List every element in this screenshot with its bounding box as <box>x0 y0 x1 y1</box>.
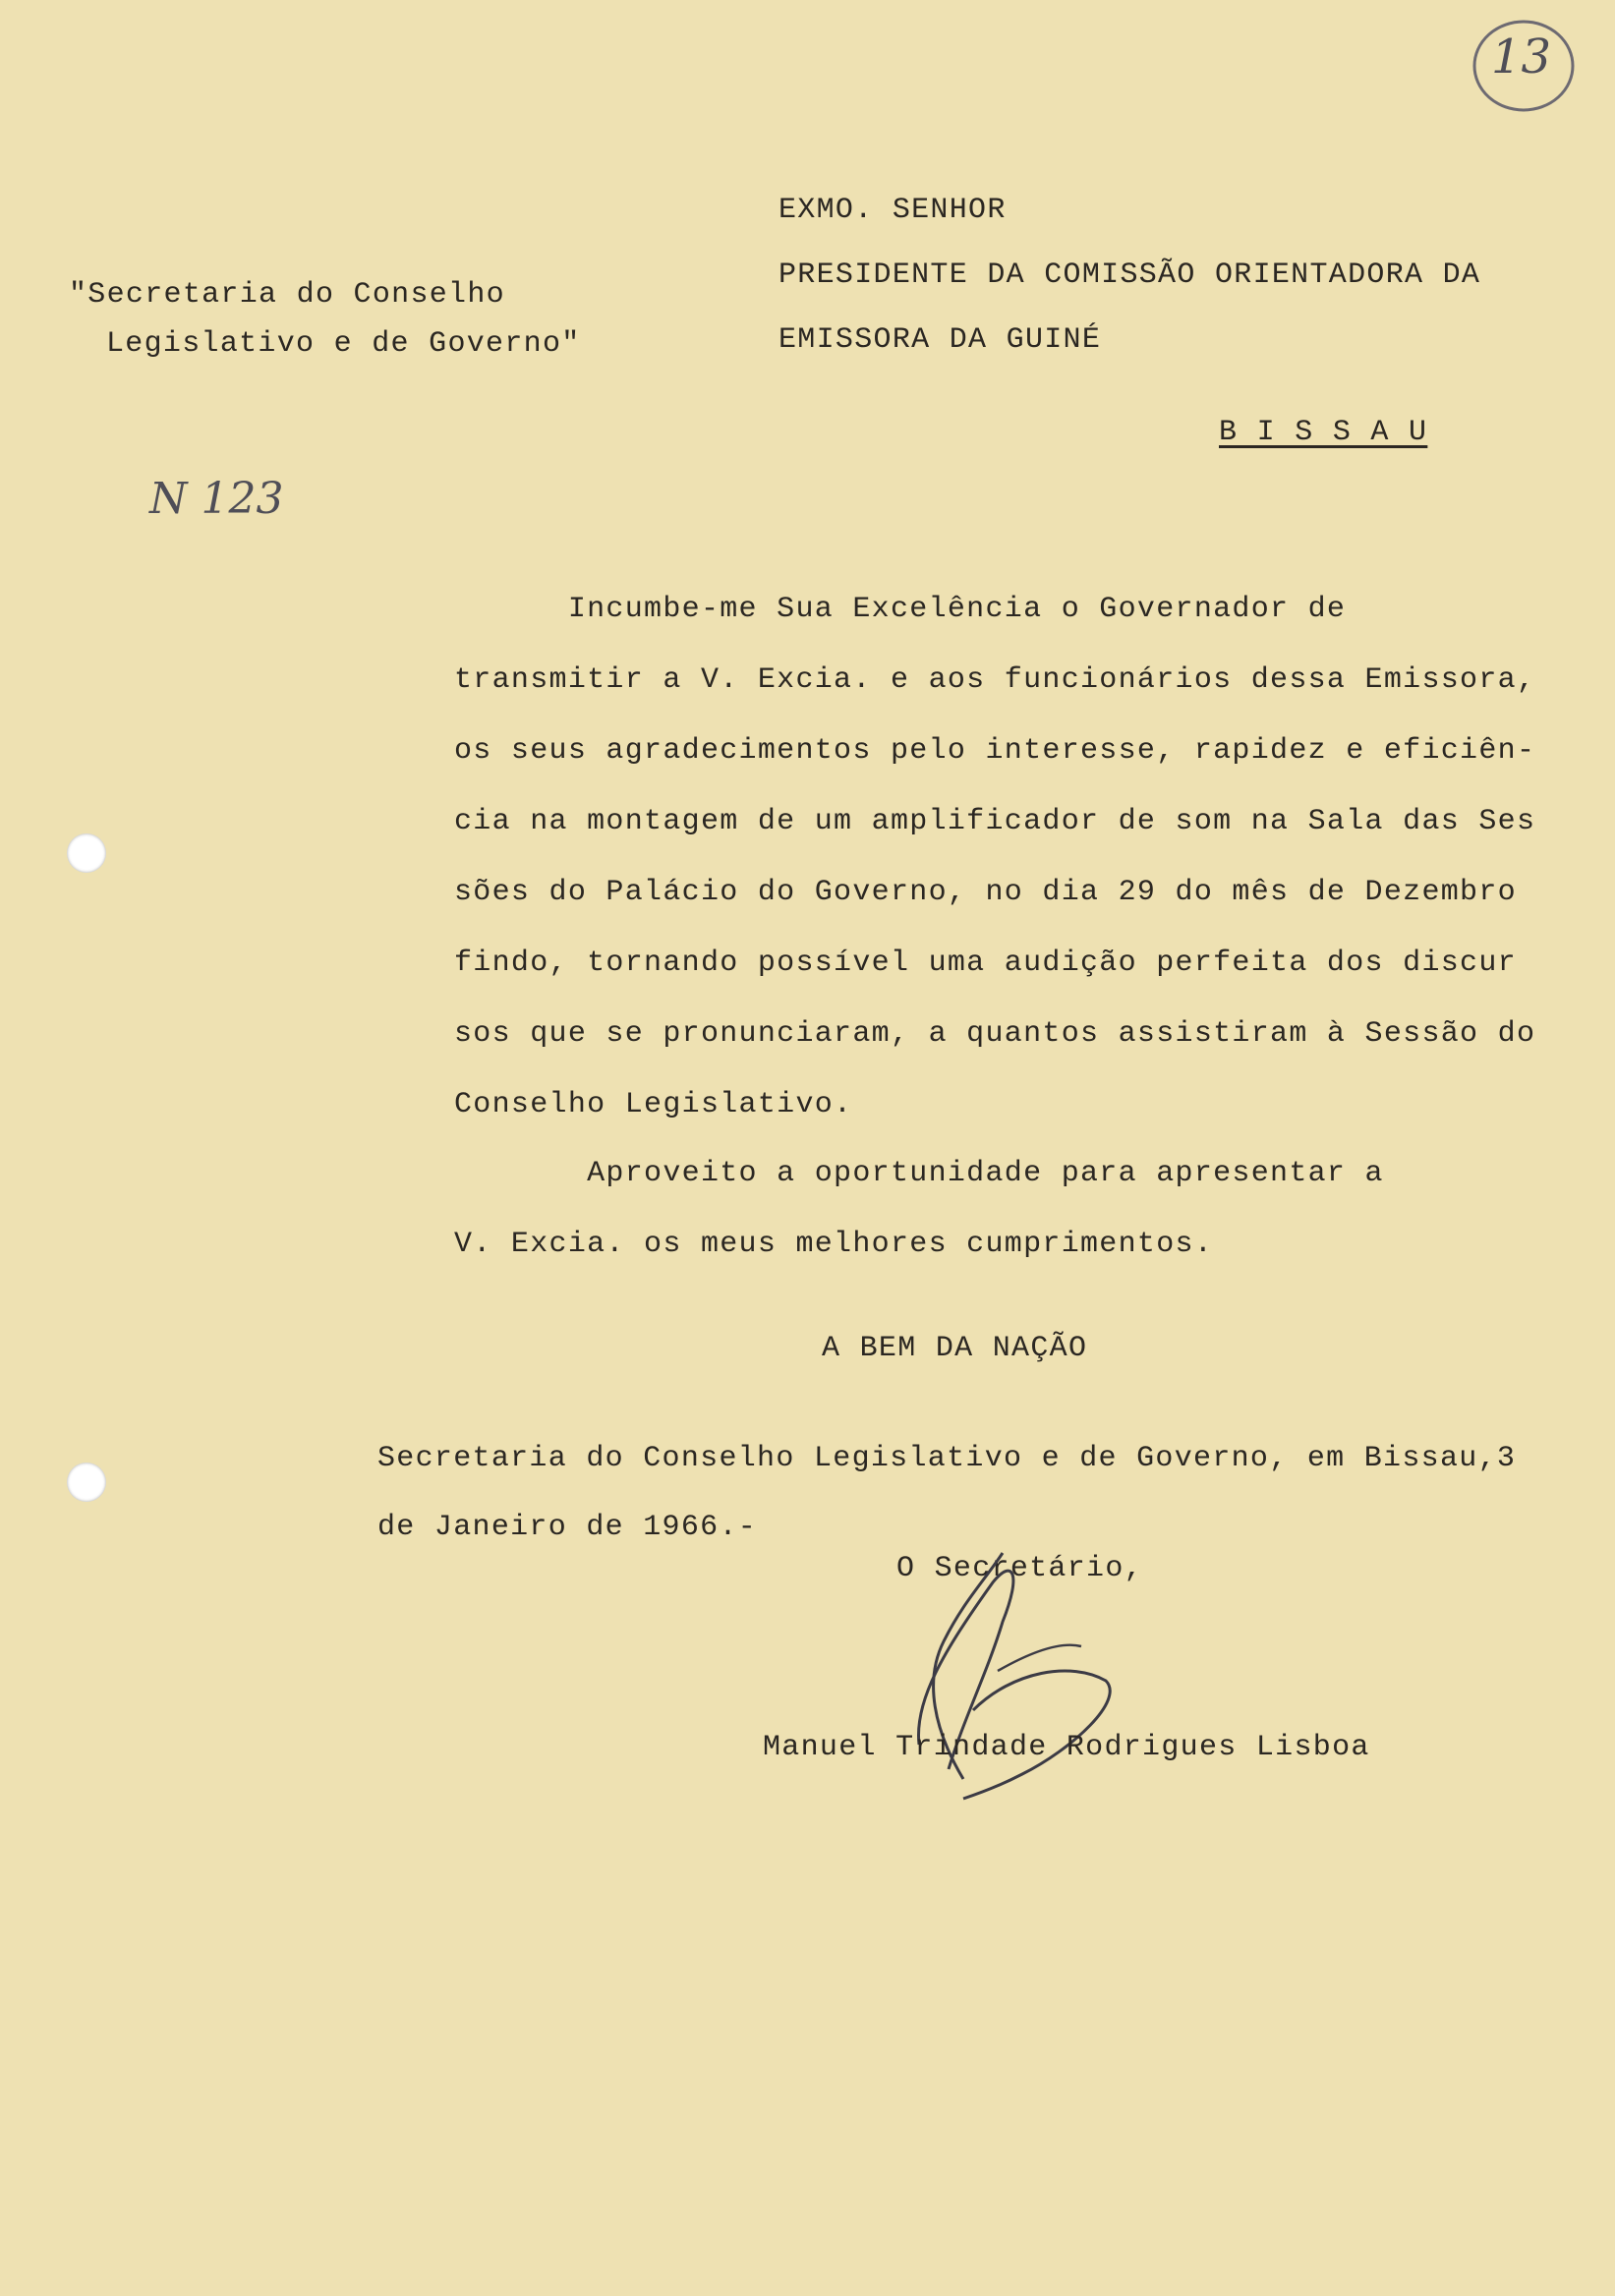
sender-line-2: Legislativo e de Governo" <box>106 327 581 361</box>
body-line: Incumbe-me Sua Excelência o Governador de <box>454 593 1347 626</box>
addressee-line-1: PRESIDENTE DA COMISSÃO ORIENTADORA DA <box>779 258 1481 292</box>
body-line: cia na montagem de um amplificador de som na Sala das Ses <box>454 805 1536 838</box>
body-line: os seus agradecimentos pelo interesse, rapidez e eficiên- <box>454 734 1536 768</box>
folio-number: 13 <box>1491 29 1552 85</box>
body-paragraph-2 <box>454 1138 1555 1280</box>
body-line: Aproveito a oportunidade para apresentar a <box>454 1157 1384 1190</box>
body-line: transmitir a V. Excia. e aos funcionários dessa Emissora, <box>454 663 1536 697</box>
addressee-salutation: EXMO. SENHOR <box>779 194 1007 227</box>
punch-hole-top <box>67 833 106 873</box>
closing-motto: A BEM DA NAÇÃO <box>822 1332 1088 1365</box>
signatory-title: O Secretário, <box>896 1552 1143 1585</box>
addressee-line-2: EMISSORA DA GUINÉ <box>779 323 1102 357</box>
register-number: N 123 <box>149 474 284 524</box>
body-paragraph-1 <box>454 574 1555 1140</box>
body-line: V. Excia. os meus melhores cumprimentos. <box>454 1228 1214 1261</box>
body-line: findo, tornando possível uma audição perfeita dos discur <box>454 947 1517 980</box>
signatory-name: Manuel Trindade Rodrigues Lisboa <box>763 1731 1370 1764</box>
body-line: Conselho Legislativo. <box>454 1088 853 1121</box>
place-date-line-1: Secretaria do Conselho Legislativo e de Governo, em Bissau,3 <box>377 1442 1517 1475</box>
body-line: sos que se pronunciaram, a quantos assistiram à Sessão do <box>454 1017 1536 1051</box>
place-date-line-2: de Janeiro de 1966.- <box>377 1511 758 1544</box>
sender-line-1: "Secretaria do Conselho <box>69 278 505 312</box>
punch-hole-bottom <box>67 1463 106 1502</box>
body-line: sões do Palácio do Governo, no dia 29 do mês de Dezembro <box>454 876 1517 909</box>
addressee-city: B I S S A U <box>1219 416 1428 449</box>
handwritten-signature <box>904 1533 1121 1808</box>
